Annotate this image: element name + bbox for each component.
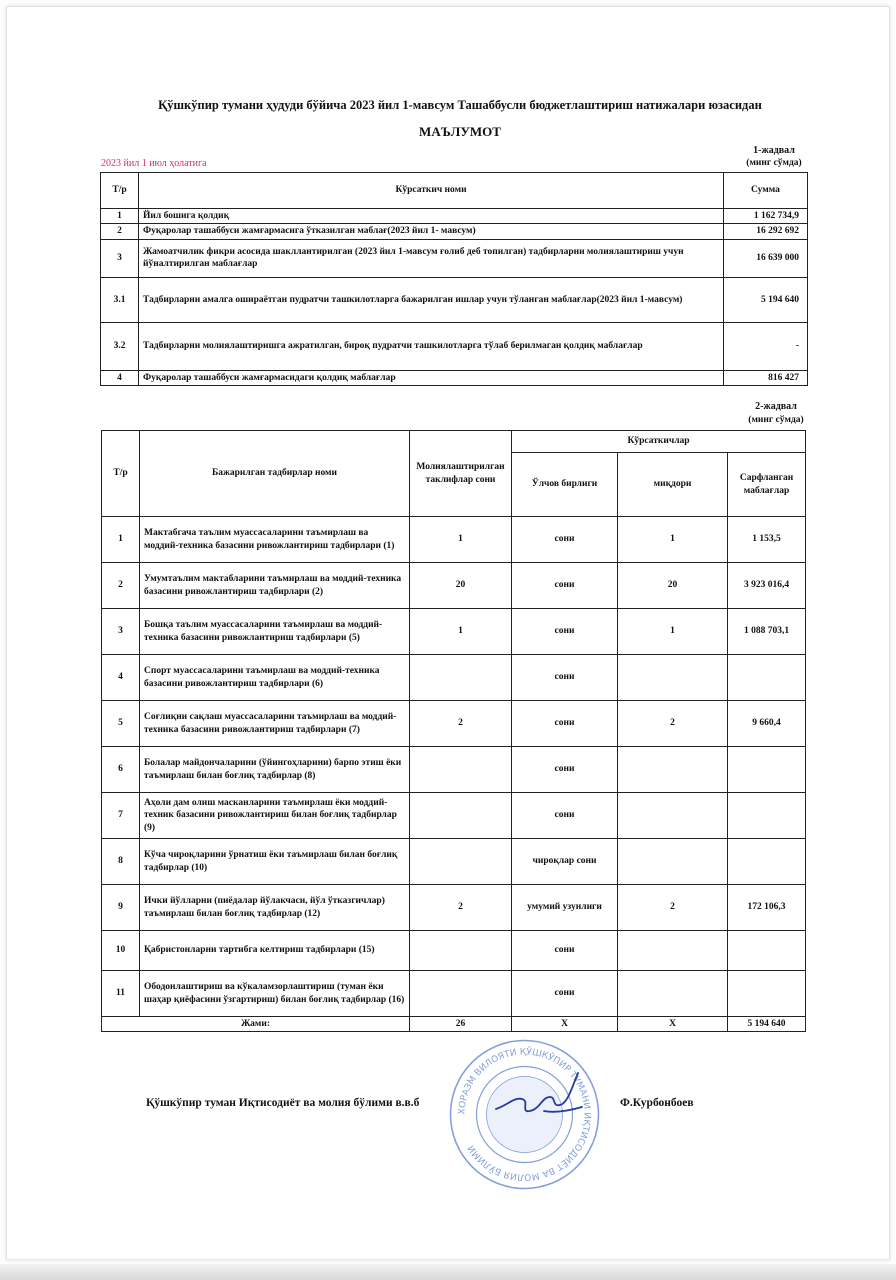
t2-row-qty — [618, 793, 728, 839]
t2-row-unit: умумий узунлиги — [512, 885, 618, 931]
t2-row-no: 5 — [102, 701, 140, 747]
t2-header-proposals: Молиялаштирилган таклифлар сони — [410, 431, 512, 517]
t2-row-unit: сони — [512, 517, 618, 563]
t1-row-sum: 1 162 734,9 — [724, 209, 808, 224]
t1-row-name: Фуқаролар ташаббуси жамғармасига ўтказилган маблағ(2023 йил 1- мавсум) — [139, 224, 724, 239]
t2-row-unit: сони — [512, 793, 618, 839]
t1-row-sum: 16 639 000 — [724, 239, 808, 277]
total-spent: 5 194 640 — [728, 1017, 806, 1032]
t1-row-sum: 16 292 692 — [724, 224, 808, 239]
department-signature-line: Қўшкўпир туман Иқтисодиёт ва молия бўлими в.в.б — [146, 1097, 420, 1109]
t2-row-spent — [728, 793, 806, 839]
t2-row-qty — [618, 655, 728, 701]
t1-row-no: 2 — [101, 224, 139, 239]
t2-header-indicators: Кўрсаткичлар — [512, 431, 806, 453]
t1-row-name: Тадбирларни молиялаштиришга ажратилган, бироқ пудратчи ташкилотларга тўлаб берилмаган қолдиқ маблағлар — [139, 322, 724, 370]
t1-row-name: Жамоатчилик фикри асосида шакллантирилган (2023 йил 1-мавсум ғолиб деб топилган) тадбирларни молиялаштириш учун йўналтирилган маблағлар — [139, 239, 724, 277]
t2-row-name: Бошқа таълим муассасаларини таъмирлаш ва моддий-техника базасини ривожлантириш тадбирлари (5) — [140, 609, 410, 655]
t1-row-no: 1 — [101, 209, 139, 224]
total-label: Жами: — [102, 1017, 410, 1032]
document-subtitle: МАЪЛУМОТ — [419, 124, 501, 139]
t2-row-proposals — [410, 655, 512, 701]
t1-row-no: 3.1 — [101, 277, 139, 322]
t2-row-no: 10 — [102, 931, 140, 971]
t2-row-proposals — [410, 747, 512, 793]
t2-row-unit: сони — [512, 563, 618, 609]
table-row — [101, 277, 808, 322]
t2-row-spent: 3 923 016,4 — [728, 563, 806, 609]
t2-row-name: Мактабгача таълим муассасаларини таъмирлаш ва моддий-техника базасини ривожлантириш тадбирлари (1) — [140, 517, 410, 563]
t2-row-name: Умумтаълим мактабларини таъмирлаш ва моддий-техника базасини ривожлантириш тадбирлари (2) — [140, 563, 410, 609]
table-row — [101, 209, 808, 224]
t2-row-spent — [728, 931, 806, 971]
document-title: Қўшкўпир тумани ҳудуди бўйича 2023 йил 1-мавсум Ташаббусли бюджетлаштириш натижалари юзасидан — [158, 98, 762, 112]
table2-number: 2-жадвал — [755, 401, 797, 412]
t2-row-qty: 2 — [618, 701, 728, 747]
t2-row-no: 1 — [102, 517, 140, 563]
total-proposals: 26 — [410, 1017, 512, 1032]
table-row — [101, 224, 808, 239]
t2-row-no: 8 — [102, 839, 140, 885]
t2-row-qty — [618, 931, 728, 971]
table-row — [102, 655, 806, 701]
t1-row-name: Фуқаролар ташаббуси жамғармасидаги қолдиқ маблағлар — [139, 370, 724, 385]
t1-row-no: 3.2 — [101, 322, 139, 370]
t2-row-name: Соғлиқни сақлаш муассасаларини таъмирлаш ва моддий-техника базасини ривожлантириш тадбирлари (7) — [140, 701, 410, 747]
t1-row-name: Тадбирларни амалга ошираётган пудратчи ташкилотларга бажарилган ишлар учун тўланган маблағлар(2023 йил 1-мавсум) — [139, 277, 724, 322]
t2-row-spent — [728, 971, 806, 1017]
t2-row-qty: 1 — [618, 609, 728, 655]
t2-row-unit: сони — [512, 655, 618, 701]
total-unit: X — [512, 1017, 618, 1032]
t2-row-qty: 2 — [618, 885, 728, 931]
t2-header-name: Бажарилган тадбирлар номи — [140, 431, 410, 517]
t2-row-proposals: 2 — [410, 701, 512, 747]
t2-row-name: Ички йўлларни (пиёдалар йўлакчаси, йўл ўтказгичлар) таъмирлаш билан боғлиқ тадбирлар (12) — [140, 885, 410, 931]
svg-text:ХОРАЗМ ВИЛОЯТИ ҚЎШКЎПИР ТУМАНИ: ХОРАЗМ ВИЛОЯТИ ҚЎШКЎПИР ТУМАНИ ИҚТИСОДИЁТ ВА МОЛИЯ БЎЛИМИ — [457, 1047, 592, 1182]
t2-row-no: 4 — [102, 655, 140, 701]
t2-header-no: Т/р — [102, 431, 140, 517]
t2-row-spent: 172 106,3 — [728, 885, 806, 931]
t2-row-proposals — [410, 839, 512, 885]
t2-row-no: 3 — [102, 609, 140, 655]
table-row — [102, 701, 806, 747]
t2-row-no: 11 — [102, 971, 140, 1017]
t2-row-unit: чироқлар сони — [512, 839, 618, 885]
t2-row-spent — [728, 655, 806, 701]
t1-header-sum: Сумма — [724, 173, 808, 209]
next-page-edge — [0, 1264, 896, 1280]
t2-row-spent — [728, 747, 806, 793]
t2-row-name: Спорт муассасаларини таъмирлаш ва моддий-техника базасини ривожлантириш тадбирлари (6) — [140, 655, 410, 701]
date-note: 2023 йил 1 июл ҳолатига — [101, 158, 207, 169]
t2-row-no: 9 — [102, 885, 140, 931]
t1-row-name: Йил бошига қолдиқ — [139, 209, 724, 224]
t2-row-qty — [618, 839, 728, 885]
t2-row-spent: 1 088 703,1 — [728, 609, 806, 655]
table2-units: (минг сўмда) — [748, 415, 804, 425]
handwritten-signature — [490, 1067, 590, 1127]
t2-row-no: 2 — [102, 563, 140, 609]
t2-row-name: Қабристонларни тартибга келтириш тадбирлари (15) — [140, 931, 410, 971]
table-row — [102, 563, 806, 609]
activities-table — [101, 430, 806, 1032]
t2-row-proposals: 1 — [410, 517, 512, 563]
t1-row-sum: 5 194 640 — [724, 277, 808, 322]
t2-row-name: Аҳоли дам олиш масканларини таъмирлаш ёки моддий-техник базасини ривожлантириш билан боғлиқ тадбирлар (9) — [140, 793, 410, 839]
t2-row-proposals — [410, 793, 512, 839]
table-row — [102, 931, 806, 971]
t2-row-name: Ободонлаштириш ва кўкаламзорлаштириш (туман ёки шаҳар қиёфасини ўзгартириш) билан боғлиқ тадбирлар (16) — [140, 971, 410, 1017]
t1-row-no: 3 — [101, 239, 139, 277]
total-qty: X — [618, 1017, 728, 1032]
table-row — [101, 322, 808, 370]
t2-row-proposals: 2 — [410, 885, 512, 931]
t2-row-unit: сони — [512, 747, 618, 793]
t2-row-qty — [618, 971, 728, 1017]
t2-row-unit: сони — [512, 971, 618, 1017]
t2-row-unit: сони — [512, 609, 618, 655]
t2-row-proposals: 1 — [410, 609, 512, 655]
t1-row-sum: 816 427 — [724, 370, 808, 385]
t1-row-no: 4 — [101, 370, 139, 385]
table-row — [102, 747, 806, 793]
table1-units: (минг сўмда) — [746, 158, 802, 168]
t2-header-spent: Сарфланган маблағлар — [728, 453, 806, 517]
t2-row-name: Болалар майдончаларини (ўйингоҳларини) барпо этиш ёки таъмирлаш билан боғлиқ тадбирлар (8) — [140, 747, 410, 793]
t1-row-sum: - — [724, 322, 808, 370]
table-row — [102, 839, 806, 885]
summary-table — [100, 172, 808, 386]
t2-header-unit: Ўлчов бирлиги — [512, 453, 618, 517]
t2-row-qty: 1 — [618, 517, 728, 563]
t2-row-name: Кўча чироқларини ўрнатиш ёки таъмирлаш билан боғлиқ тадбирлар (10) — [140, 839, 410, 885]
table-row — [102, 609, 806, 655]
t2-row-unit: сони — [512, 701, 618, 747]
table-row — [102, 517, 806, 563]
t2-row-no: 6 — [102, 747, 140, 793]
table-row — [102, 971, 806, 1017]
t2-row-unit: сони — [512, 931, 618, 971]
t2-row-proposals — [410, 971, 512, 1017]
t2-row-qty — [618, 747, 728, 793]
t2-row-proposals: 20 — [410, 563, 512, 609]
table-row — [102, 793, 806, 839]
total-row — [102, 1017, 806, 1032]
table-row — [101, 239, 808, 277]
table1-number: 1-жадвал — [753, 145, 795, 156]
table-row — [102, 885, 806, 931]
t2-header-qty: миқдори — [618, 453, 728, 517]
t1-header-no: Т/р — [101, 173, 139, 209]
t2-row-spent: 1 153,5 — [728, 517, 806, 563]
t2-row-spent: 9 660,4 — [728, 701, 806, 747]
table-row — [101, 370, 808, 385]
t2-row-no: 7 — [102, 793, 140, 839]
t2-row-proposals — [410, 931, 512, 971]
t1-header-name: Кўрсаткич номи — [139, 173, 724, 209]
t2-row-qty: 20 — [618, 563, 728, 609]
signer-name: Ф.Курбонбоев — [620, 1097, 694, 1109]
t2-row-spent — [728, 839, 806, 885]
